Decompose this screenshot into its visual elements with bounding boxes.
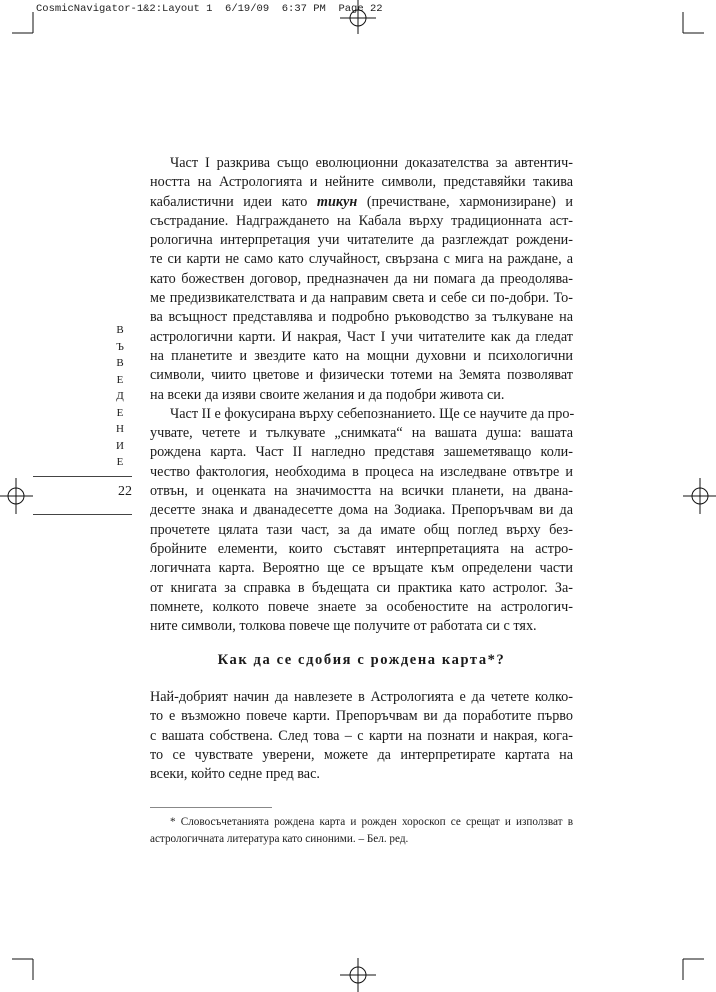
registration-mark-bottom [340, 958, 376, 992]
text-line: рологична интерпретация учи читателите да разглеждат рождени- [150, 232, 573, 249]
section-title-letter: В [116, 357, 124, 369]
text-line: на всеки да изяви своите желания и да подобри живота си. [150, 386, 505, 403]
text-line: те си карти не само като случайност, свързана с мига на раждане, а [150, 251, 573, 268]
footnote-rule [150, 807, 272, 808]
text-line: ните символи, толкова повече ще получите от работата си с тях. [150, 618, 537, 635]
text-line: на планетите и звездите като на мощни духовни и психологични [150, 347, 573, 364]
text-line: чество фактология, необходима в процеса на изследване отвътре и [150, 463, 573, 480]
section-title-letter: Е [116, 406, 124, 419]
text-line: астрологичната литература като синоними. – Бел. ред. [150, 833, 409, 845]
body-text-bottom [150, 688, 573, 784]
text-line: кабалистични идеи като тикун (пречистване, хармонизиране) и [150, 193, 573, 210]
divider [33, 514, 132, 515]
text-line: от книгата за справка в бъдещата си практика като астролог. За- [150, 579, 573, 596]
section-heading: Как да се сдобия с рождена карта*? [217, 652, 506, 668]
crop-mark-top-right [683, 12, 704, 33]
registration-mark-top [340, 0, 376, 34]
text-line: ността на Астрологията и нейните символи, представяйки такива [150, 174, 573, 191]
text-line: то е възможно повече карти. Препоръчвам ви да поработите първо [150, 708, 573, 725]
section-title-letter: Д [116, 390, 124, 402]
divider [33, 476, 132, 477]
section-title-letter: Е [116, 456, 124, 468]
text-line: Част II е фокусирана върху себепознанието. Ще се научите да про- [170, 405, 575, 422]
section-title-letter: Н [116, 423, 124, 435]
text-line: бройните елементи, които съставят интерпретацията на астро- [150, 540, 573, 557]
text-line: ме предизвикателствата и да направим света и себе си по-добри. То- [150, 290, 573, 307]
text-line: с вашата собствена. След това – с карти на познати и накрая, кога- [150, 727, 573, 744]
footnote [150, 814, 573, 848]
text-line: състрадание. Надграждането на Кабала върху традиционната аст- [150, 212, 573, 229]
crop-mark-top-left [12, 12, 33, 33]
section-title-letter: И [116, 439, 124, 452]
text-line: то се чувствате уверени, можете да интерпретирате картата на [150, 746, 573, 763]
text-line: Част I разкрива също еволюционни доказателства за автентич- [170, 155, 573, 171]
text-line: ва всъщност представлява и подробно ръководство за тълкуване на [150, 309, 573, 326]
crop-mark-bottom-right [683, 959, 704, 980]
page-number: 22 [118, 484, 132, 499]
text-line: Най-добрият начин да навлезете в Астрологията е да четете колко- [150, 689, 573, 705]
text-line: помнете, колкото повече знаете за особеностите на астрологич- [150, 598, 573, 615]
text-line: символи, чиито цветове и физически тотеми на Земята позволяват [150, 367, 573, 384]
text-line: всеки, който седне пред вас. [150, 766, 320, 783]
text-line: * Словосъчетанията рождена карта и рожден хороскоп се срещат и използват в [170, 816, 573, 828]
section-title-letter: В [116, 324, 124, 336]
crop-mark-bottom-left [12, 959, 33, 980]
text-line: астрологични карти. И накрая, Част I учи читателите как да гледат [150, 328, 573, 345]
body-text-top [150, 154, 573, 636]
print-slug: CosmicNavigator-1&2:Layout 1 6/19/09 6:37 PM Page 22 [36, 3, 383, 15]
section-title-vertical [113, 322, 127, 471]
section-title-letter: Е [116, 373, 124, 386]
registration-mark-left [0, 478, 33, 514]
text-line: рождена карта. Част II нагледно представя зашеметяващо коли- [150, 444, 573, 461]
text-line: учвате, четете и тълкувате „снимката“ на вашата душа: вашата [150, 425, 573, 442]
text-line: прочетете цялата тази част, за да имате общ поглед върху без- [150, 521, 573, 538]
text-line: логичната карта. Вероятно ще се връщате към определени части [150, 560, 573, 577]
text-line: като божествен договор, предназначен да ни помага да преодолява- [150, 270, 573, 287]
text-line: отвън, и оценката на значимостта на всички планети, на двана- [150, 483, 573, 500]
text-line: десетте знака и дванадесетте дома на Зодиака. Препоръчвам ви да [150, 502, 573, 519]
section-title-letter: Ъ [116, 340, 124, 353]
registration-mark-right [683, 478, 716, 514]
